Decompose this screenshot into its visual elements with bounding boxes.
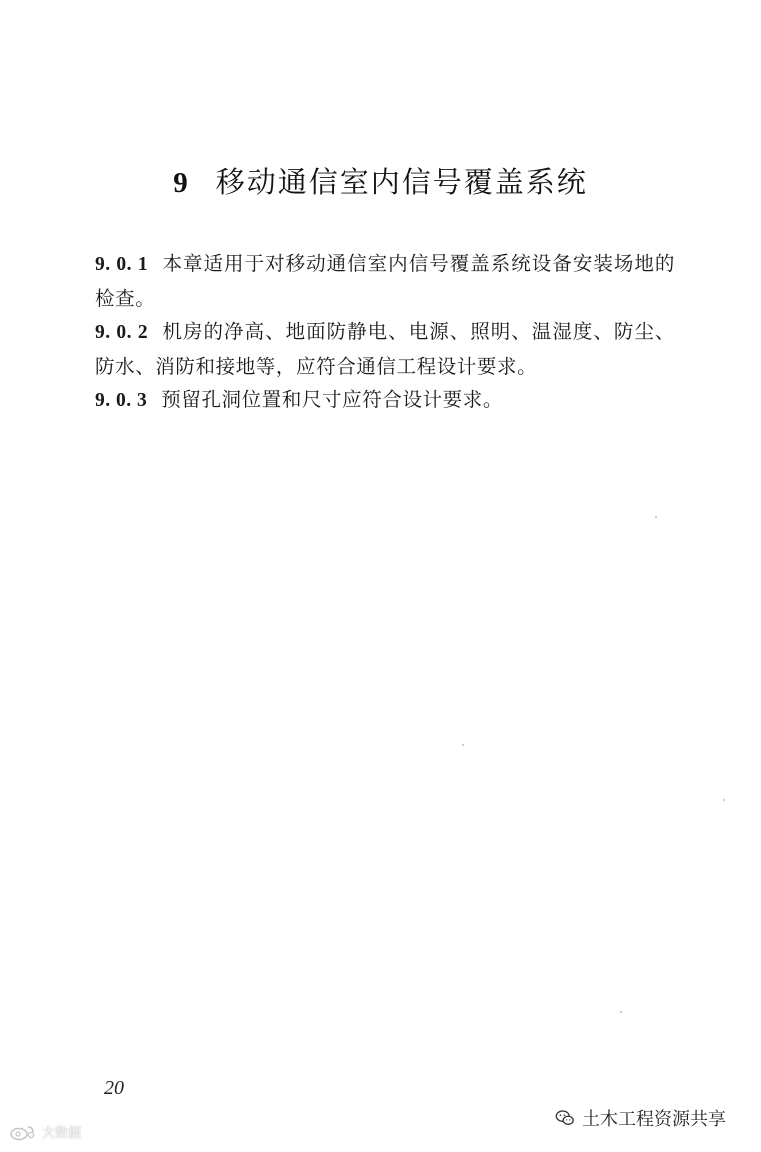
scan-speck <box>723 799 725 801</box>
page-number: 20 <box>104 1077 124 1099</box>
scan-speck <box>655 516 657 518</box>
clause-text: 预留孔洞位置和尺寸应符合设计要求。 <box>161 388 503 411</box>
clause-text: 本章适用于对移动通信室内信号覆盖系统设备安装场地的检查。 <box>95 252 675 310</box>
clause-list <box>95 247 675 418</box>
weibo-account-name: 大数据 <box>42 1126 82 1141</box>
wechat-watermark <box>554 1105 726 1131</box>
clause-number: 9. 0. 2 <box>95 322 149 343</box>
clause-number: 9. 0. 3 <box>95 390 148 411</box>
scan-speck <box>620 1011 622 1013</box>
clause-text: 机房的净高、地面防静电、电源、照明、温湿度、防尘、防水、消防和接地等，应符合通信工程设计要求。 <box>95 320 675 378</box>
weibo-watermark <box>8 1122 81 1141</box>
wechat-icon <box>554 1107 576 1129</box>
weibo-icon <box>8 1123 38 1141</box>
chapter-heading <box>0 160 761 201</box>
clause-item <box>95 315 675 383</box>
clause-number: 9. 0. 1 <box>95 254 149 275</box>
chapter-title: 移动通信室内信号覆盖系统 <box>215 165 588 199</box>
clause-item <box>95 383 675 418</box>
clause-item <box>95 247 675 315</box>
scan-speck <box>462 744 464 746</box>
wechat-account-name: 土木工程资源共享 <box>582 1109 726 1130</box>
chapter-number: 9 <box>173 167 190 199</box>
